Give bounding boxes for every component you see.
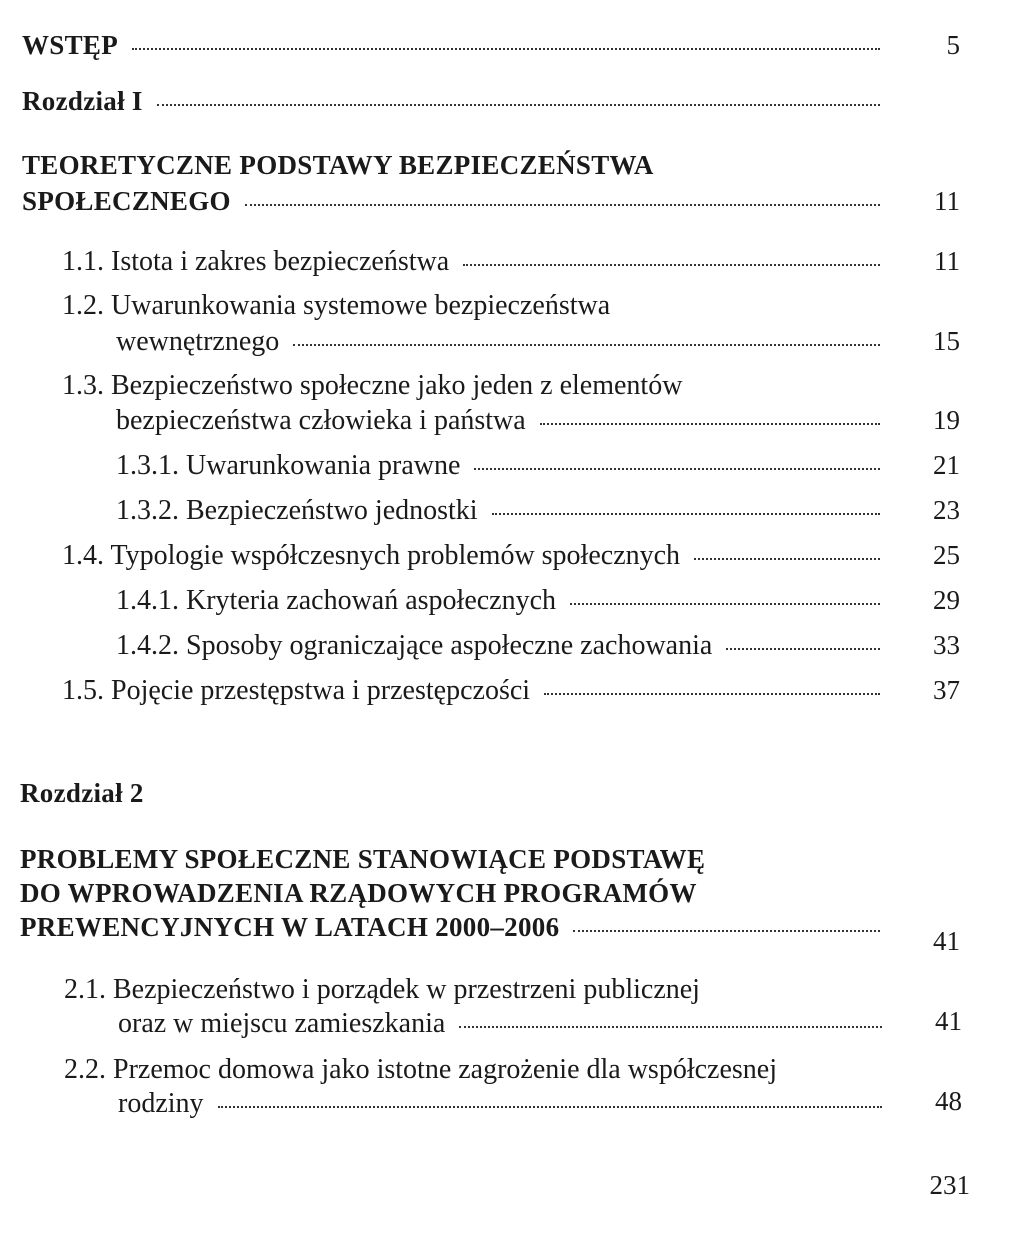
toc-entry-page: 48 [935, 1086, 962, 1116]
chapter-title-label: SPOŁECZNEGO [22, 186, 231, 216]
toc-entry-page: 33 [933, 630, 960, 660]
dot-leader [459, 1026, 882, 1028]
toc-entry-label: 1.4.1. Kryteria zachowań aspołecznych [116, 585, 557, 616]
toc-entry-page: 11 [934, 246, 960, 276]
toc-entry-label: 1.5. Pojęcie przestępstwa i przestępczości [62, 675, 531, 706]
chapter-title-page: 41 [933, 926, 960, 956]
toc-entry-label: 1.3.1. Uwarunkowania prawne [116, 450, 461, 481]
dot-leader [157, 104, 880, 106]
chapter-heading-label: Rozdział I [22, 86, 143, 116]
chapter-title-line: PROBLEMY SPOŁECZNE STANOWIĄCE PODSTAWĘ [20, 844, 706, 874]
dot-leader [474, 468, 880, 470]
chapter-heading [22, 86, 884, 117]
dot-leader [132, 48, 880, 50]
toc-entry [116, 585, 884, 617]
toc-entry [116, 326, 884, 358]
toc-entry [116, 450, 884, 482]
toc-entry-label: oraz w miejscu zamieszkania [118, 1008, 446, 1039]
chapter-heading: Rozdział 2 [20, 778, 144, 808]
dot-leader [544, 693, 880, 695]
dot-leader [540, 423, 880, 425]
toc-entry [116, 495, 884, 527]
toc-entry-label: 1.3.2. Bezpieczeństwo jednostki [116, 495, 478, 526]
chapter-title-label: PREWENCYJNYCH W LATACH 2000–2006 [20, 912, 560, 942]
toc-entry-label: 1.4. Typologie współczesnych problemów społecznych [62, 540, 681, 571]
chapter-title-line: DO WPROWADZENIA RZĄDOWYCH PROGRAMÓW [20, 878, 697, 908]
dot-leader [694, 558, 880, 560]
dot-leader [570, 603, 880, 605]
chapter-title-page: 11 [934, 186, 960, 216]
chapter-title-line: TEORETYCZNE PODSTAWY BEZPIECZEŃSTWA [22, 150, 654, 180]
toc-entry-label: 1.1. Istota i zakres bezpieczeństwa [62, 246, 450, 277]
chapter-title-line [22, 186, 884, 217]
toc-entry-label: 1.4.2. Sposoby ograniczające aspołeczne zachowania [116, 630, 713, 661]
toc-entry-page: 15 [933, 326, 960, 356]
toc-entry [118, 1008, 886, 1040]
toc-entry-label: bezpieczeństwa człowieka i państwa [116, 405, 526, 436]
toc-entry-wstep [22, 30, 884, 61]
toc-entry-label: wewnętrznego [116, 326, 280, 357]
toc-entry-page: 23 [933, 495, 960, 525]
toc-entry-page: 29 [933, 585, 960, 615]
toc-entry [62, 246, 884, 278]
toc-entry-label: WSTĘP [22, 30, 119, 60]
toc-entry-page: 19 [933, 405, 960, 435]
dot-leader [463, 264, 880, 266]
chapter-title-line [20, 912, 884, 943]
toc-entry-line: 2.2. Przemoc domowa jako istotne zagrożenie dla współczesnej [64, 1054, 777, 1085]
dot-leader [293, 344, 880, 346]
toc-entry [116, 405, 884, 437]
toc-entry [62, 675, 884, 707]
dot-leader [573, 930, 880, 932]
dot-leader [492, 513, 880, 515]
toc-entry-page: 41 [935, 1006, 962, 1036]
toc-entry-page: 21 [933, 450, 960, 480]
dot-leader [726, 648, 880, 650]
dot-leader [245, 204, 880, 206]
dot-leader [218, 1106, 882, 1108]
toc-entry [62, 540, 884, 572]
toc-entry-page: 25 [933, 540, 960, 570]
page-number: 231 [929, 1170, 970, 1200]
toc-entry-label: rodziny [118, 1088, 204, 1119]
toc-entry-line: 1.2. Uwarunkowania systemowe bezpieczeństwa [62, 290, 611, 321]
toc-entry [118, 1088, 886, 1120]
toc-entry-line: 1.3. Bezpieczeństwo społeczne jako jeden z elementów [62, 370, 683, 401]
toc-entry-line: 2.1. Bezpieczeństwo i porządek w przestrzeni publicznej [64, 974, 700, 1005]
toc-entry-page: 37 [933, 675, 960, 705]
toc-entry [116, 630, 884, 662]
toc-entry-page: 5 [946, 30, 960, 60]
